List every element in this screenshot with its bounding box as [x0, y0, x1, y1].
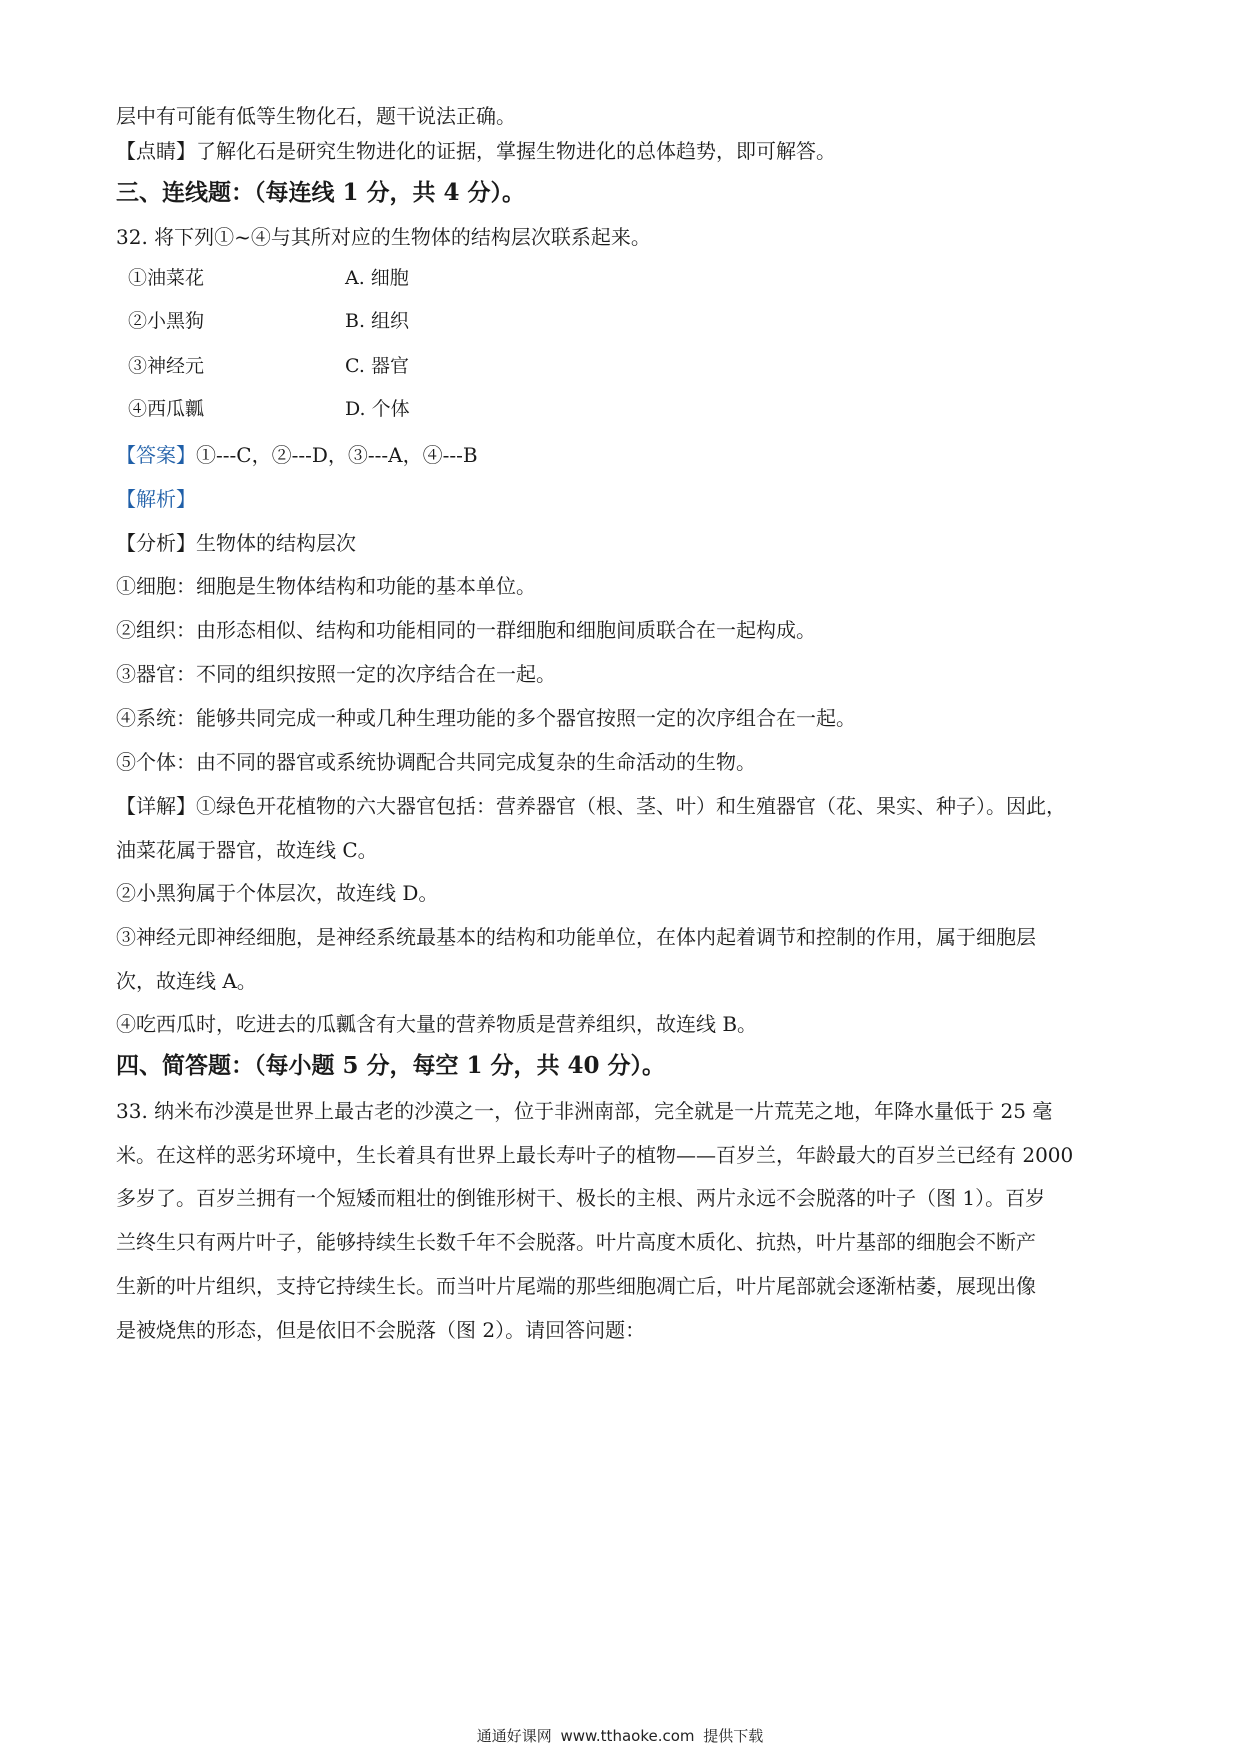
page-footer [0, 1725, 1240, 1746]
question-33-line: 多岁了。百岁兰拥有一个短矮而粗壮的倒锥形树干、极长的主根、两片永远不会脱落的叶子（图 1）。百岁 [116, 1186, 1046, 1210]
text-line: 层中有可能有低等生物化石，题干说法正确。 [116, 104, 516, 128]
footer-site: 通通好课网 [476, 1727, 552, 1745]
question-33-line: 米。在这样的恶劣环境中，生长着具有世界上最长寿叶子的植物——百岁兰，年龄最大的百岁兰已经有 2000 [116, 1143, 1074, 1167]
question-33-line: 33. 纳米布沙漠是世界上最古老的沙漠之一，位于非洲南部，完全就是一片荒芜之地，年降水量低于 25 毫 [116, 1099, 1053, 1123]
match-left-item: ④西瓜瓤 [128, 398, 205, 420]
match-right-item: A. 细胞 [345, 267, 409, 289]
fenxi-line: 【分析】生物体的结构层次 [116, 531, 356, 555]
question-33-line: 兰终生只有两片叶子，能够持续生长数千年不会脱落。叶片高度木质化、抗热，叶片基部的细胞会不断产 [116, 1230, 1036, 1254]
detail-line: 油菜花属于器官，故连线 C。 [116, 838, 378, 862]
match-right-item: C. 器官 [345, 355, 409, 377]
analysis-item: ⑤个体：由不同的器官或系统协调配合共同完成复杂的生命活动的生物。 [116, 750, 756, 774]
jiexi-label: 【解析】 [116, 487, 196, 511]
match-left-item: ①油菜花 [128, 267, 205, 289]
match-right-item: D. 个体 [345, 398, 410, 420]
match-right-item: B. 组织 [345, 310, 410, 332]
detail-line: ④吃西瓜时，吃进去的瓜瓤含有大量的营养物质是营养组织，故连线 B。 [116, 1012, 758, 1036]
match-left-item: ③神经元 [128, 355, 205, 377]
section-heading: 三、连线题：（每连线 1 分，共 4 分）。 [116, 179, 526, 206]
detail-line: 【详解】①绿色开花植物的六大器官包括：营养器官（根、茎、叶）和生殖器官（花、果实、种子）。因此， [116, 794, 1066, 818]
detail-line: 次，故连线 A。 [116, 969, 257, 993]
detail-line: ③神经元即神经细胞，是神经系统最基本的结构和功能单位，在体内起着调节和控制的作用，属于细胞层 [116, 925, 1036, 949]
question-33-line: 生新的叶片组织，支持它持续生长。而当叶片尾端的那些细胞凋亡后，叶片尾部就会逐渐枯萎，展现出像 [116, 1274, 1036, 1298]
question-33-line: 是被烧焦的形态，但是依旧不会脱落（图 2）。请回答问题： [116, 1318, 646, 1342]
analysis-item: ④系统：能够共同完成一种或几种生理功能的多个器官按照一定的次序组合在一起。 [116, 706, 856, 730]
footer-url[interactable]: www.tthaoke.com [560, 1727, 695, 1745]
answer-line [116, 442, 478, 468]
answer-text: ①---C，②---D，③---A，④---B [196, 443, 478, 467]
section-heading: 四、简答题：（每小题 5 分，每空 1 分，共 40 分）。 [116, 1052, 666, 1079]
match-left-item: ②小黑狗 [128, 310, 205, 332]
analysis-item: ①细胞：细胞是生物体结构和功能的基本单位。 [116, 574, 536, 598]
answer-label: 【答案】 [116, 443, 196, 467]
dianjing-line: 【点睛】了解化石是研究生物进化的证据，掌握生物进化的总体趋势，即可解答。 [116, 139, 836, 163]
question-32: 32. 将下列①~④与其所对应的生物体的结构层次联系起来。 [116, 225, 651, 249]
detail-line: ②小黑狗属于个体层次，故连线 D。 [116, 881, 439, 905]
analysis-item: ③器官：不同的组织按照一定的次序结合在一起。 [116, 662, 556, 686]
analysis-item: ②组织：由形态相似、结构和功能相同的一群细胞和细胞间质联合在一起构成。 [116, 618, 816, 642]
footer-tail: 提供下载 [703, 1727, 764, 1745]
